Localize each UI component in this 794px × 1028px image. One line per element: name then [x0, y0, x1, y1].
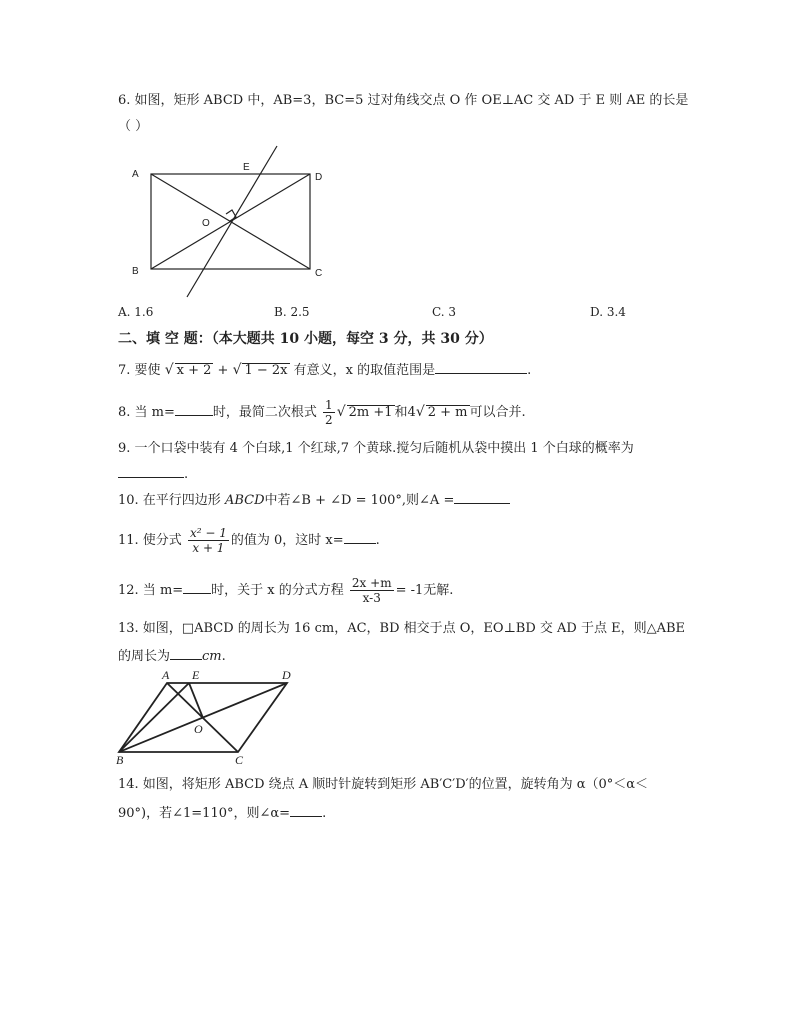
q8-fraction: $\frac{1}{2}$ [325, 398, 333, 427]
q10-mid: 中若∠B + ∠D = 100°,则∠A = [264, 493, 455, 508]
q6-option-a: A. 1.6 [118, 305, 154, 319]
q11-prefix: 11. 使分式 [118, 533, 182, 548]
q12-answer-blank[interactable] [183, 580, 211, 594]
label-a: A [162, 668, 170, 682]
q7-radicand2: 1 − 2x [244, 363, 288, 378]
label-d: D [282, 668, 291, 682]
q7-prefix: 7. 要使 [118, 363, 161, 378]
q12-prefix: 12. 当 m= [118, 583, 184, 598]
label-o: O [194, 722, 203, 736]
q7-radicand1: x + 2 [176, 363, 212, 378]
q11-mid: 的值为 0，这时 x= [230, 533, 344, 548]
label-o: O [202, 218, 210, 229]
segment-eo [189, 683, 203, 718]
q9-text: 9. 一个口袋中装有 4 个白球,1 个红球,7 个黄球.搅匀后随机从袋中摸出 1 个白球的概率为 [118, 441, 634, 456]
label-e: E [243, 162, 250, 173]
q9-line2 [118, 464, 188, 484]
q12-suffix: = -1无解. [395, 583, 454, 598]
q10-line [118, 490, 510, 510]
q6-text: 6. 如图，矩形 ABCD 中，AB=3，BC=5 过对角线交点 O 作 OE⊥AC 交 AD 于 E 则 AE 的长是 [118, 93, 689, 108]
q7-plus: + [217, 363, 229, 378]
q12-line [118, 576, 453, 605]
q14-end: . [322, 806, 327, 821]
label-d: D [315, 172, 323, 183]
q13-prefix: 的周长为 [118, 649, 171, 664]
q13-end: . [221, 649, 226, 664]
q11-fraction: $\frac{\text{x² − 1}}{x + 1}$ [189, 526, 227, 555]
q8-suffix: 可以合并. [469, 405, 526, 420]
q10-abcd: ABCD [224, 493, 265, 508]
q6-figure [120, 140, 340, 305]
q8-answer-blank[interactable] [175, 402, 213, 416]
label-b: B [132, 266, 139, 277]
q9-answer-blank[interactable] [118, 464, 184, 478]
q11-end: . [375, 533, 380, 548]
q7-answer-blank[interactable] [435, 360, 527, 374]
q8-mid: 时，最简二次根式 [212, 405, 317, 420]
q6-paren: （ ） [118, 119, 149, 134]
q13-answer-blank[interactable] [170, 646, 202, 660]
q7-suffix: 有意义，x 的取值范围是 [293, 363, 436, 378]
q13-figure [110, 666, 310, 766]
label-b: B [116, 753, 124, 766]
label-c: C [315, 268, 323, 279]
section-heading: 二、填 空 题：（本大题共 10 小题，每空 3 分，共 30 分） [118, 331, 493, 347]
q11-line [118, 526, 380, 555]
q9-end: . [184, 467, 189, 482]
q8-radicand1: 2m +1 [348, 405, 393, 420]
q11-answer-blank[interactable] [344, 530, 376, 544]
label-e: E [192, 668, 200, 682]
label-a: A [132, 169, 139, 180]
q8-radicand2: 2 + m [427, 405, 468, 420]
perpendicular-oe [187, 146, 277, 297]
q6-option-d: D. 3.4 [590, 305, 626, 319]
q6-option-b: B. 2.5 [274, 305, 310, 319]
segment-be [119, 683, 189, 752]
label-c: C [235, 753, 244, 766]
q12-mid: 时，关于 x 的分式方程 [211, 583, 344, 598]
q7-line: 7. 要使 √ x + 2 + √ 1 − 2x 有意义，x 的取值范围是 . [118, 362, 532, 378]
q13-unit: cm [202, 649, 222, 664]
q8-coef: 4 [407, 405, 416, 420]
q12-fraction: $\frac{2x +m}{x-3}$ [351, 576, 392, 605]
q14-line2 [118, 803, 326, 823]
q10-prefix: 10. 在平行四边形 [118, 493, 221, 508]
q7-end: . [527, 363, 532, 378]
q14-prefix: 90°)，若∠1=110°，则∠α= [118, 806, 291, 821]
q8-line: 8. 当 m= 时，最简二次根式 $\frac{1}{2}$ √ 2m +1 和4√ 2 + m 可以合并. [118, 398, 526, 427]
q8-prefix: 8. 当 m= [118, 405, 175, 420]
q6-option-c: C. 3 [432, 305, 457, 319]
q10-answer-blank[interactable] [454, 490, 510, 504]
q13-text: 13. 如图，□ABCD 的周长为 16 cm，AC，BD 相交于点 O，EO⊥BD 交 AD 于点 E，则△ABE [118, 621, 686, 636]
q13-line2 [118, 646, 226, 666]
q14-answer-blank[interactable] [290, 803, 322, 817]
q8-and: 和 [394, 405, 408, 420]
q14-text: 14. 如图，将矩形 ABCD 绕点 A 顺时针旋转到矩形 AB′C′D′的位置，旋转角为 α（0°＜α＜ [118, 777, 649, 792]
